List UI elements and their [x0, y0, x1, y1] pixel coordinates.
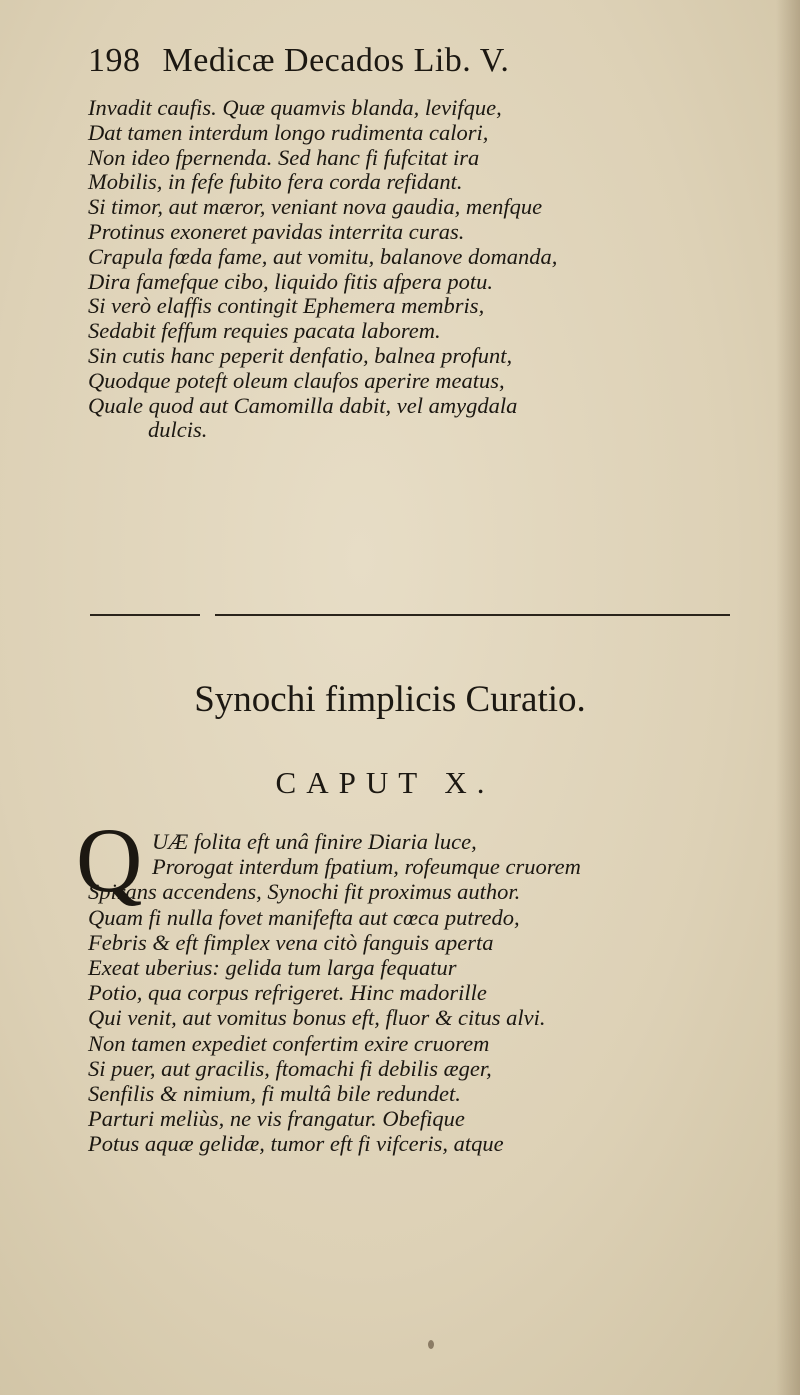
verse-line: Si timor, aut mæror, veniant nova gaudia, menfque	[88, 194, 543, 220]
verse-line: Spirans accendens, Synochi fit proximus author.	[88, 879, 521, 905]
section-rule-long	[215, 614, 730, 616]
verse-line: Parturi meliùs, ne vis frangatur. Obefique	[88, 1106, 465, 1132]
drop-cap: Q	[76, 809, 143, 911]
verse-line: Mobilis, in fefe fubito fera corda refidant.	[88, 169, 463, 195]
page-number: 198	[88, 42, 141, 79]
section-rule-short	[90, 614, 200, 616]
verse-line: Senfilis & nimium, fi multâ bile redundet.	[88, 1081, 461, 1107]
verse-line: Non tamen expediet confertim exire cruorem	[88, 1030, 490, 1056]
verse-line: UÆ folita eft unâ finire Diaria luce,	[152, 829, 477, 854]
verse-line: Quodque poteft oleum claufos aperire meatus,	[88, 367, 505, 393]
verse-line: Qui venit, aut vomitus bonus eft, fluor & citus alvi.	[88, 1005, 546, 1031]
verse-line: Prorogat interdum fpatium, rofeumque cruorem	[152, 854, 581, 880]
verse-line: Dat tamen interdum longo rudimenta calori,	[88, 119, 489, 145]
verse-line: Exeat uberius: gelida tum larga fequatur	[88, 955, 457, 981]
verse-line: Sin cutis hanc peperit denfatio, balnea profunt,	[88, 342, 513, 368]
verse-line: Febris & eft fimplex vena citò fanguis aperta	[88, 929, 494, 955]
chapter-heading: CAPUT X.	[275, 765, 495, 800]
verse-line: Si verò elaffis contingit Ephemera membris,	[88, 293, 485, 319]
chapter-verse-block	[88, 829, 788, 1157]
verse-line: Quale quod aut Camomilla dabit, vel amygdala	[88, 392, 518, 418]
verse-line: Potus aquæ gelidæ, tumor eft fi vifceris, atque	[88, 1131, 504, 1157]
running-head-title: Medicæ Decados Lib. V.	[162, 42, 510, 79]
verse-line: dulcis.	[148, 417, 208, 443]
verse-line: Sedabit feffum requies pacata laborem.	[88, 318, 441, 344]
verse-line: Si puer, aut gracilis, ftomachi fi debilis æger,	[88, 1055, 492, 1081]
verse-block	[88, 96, 778, 443]
verse-line: Quam fi nulla fovet manifefta aut cœca putredo,	[88, 904, 520, 930]
verse-line: Dira famefque cibo, liquido fitis afpera potu.	[88, 268, 493, 294]
verse-line: Potio, qua corpus refrigeret. Hinc madorille	[88, 980, 487, 1006]
running-head	[88, 42, 688, 80]
verse-line: Protinus exoneret pavidas interrita curas.	[88, 218, 465, 244]
section-title: Synochi fimplicis Curatio.	[194, 679, 586, 720]
paper-blemish	[428, 1340, 434, 1349]
verse-line: Crapula fœda fame, aut vomitu, balanove domanda,	[88, 243, 558, 269]
verse-line: Invadit caufis. Quæ quamvis blanda, levifque,	[88, 95, 502, 120]
verse-line: Non ideo fpernenda. Sed hanc fi fufcitat ira	[88, 144, 480, 170]
